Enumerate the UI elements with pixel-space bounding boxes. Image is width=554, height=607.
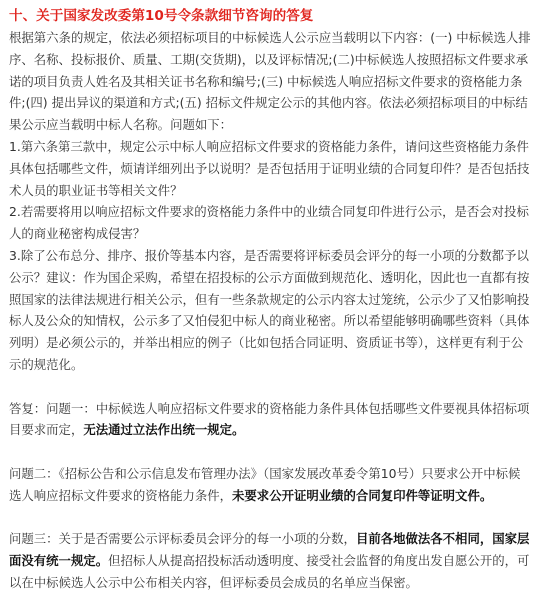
question-line: 1.第六条第三款中，规定公示中标人响应招标文件要求的资格能力条件，请问这些资格能力条件	[9, 138, 529, 154]
answer-two-paragraph	[9, 463, 544, 507]
question-line: 人的商业秘密构成侵害？	[9, 226, 146, 242]
answer-one-text: 目要求而定，	[9, 422, 84, 438]
answer-three-paragraph	[9, 528, 544, 593]
intro-line: 件;(四) 提出异议的渠道和方式;(五) 招标文件规定公示的其他内容。依法必须招标项目的中标结	[9, 95, 528, 111]
question-line: 具体包括哪些文件，烦请详细列出予以说明？是否包括用于证明业绩的合同复印件？是否包括技	[9, 160, 530, 176]
answer-two-text: 选人响应招标文件要求的资格能力条件，	[9, 487, 233, 503]
answer-three-line	[9, 550, 544, 572]
answer-three-text: 问题三：关于是否需要公示评标委员会评分的每一小项的分数，	[9, 531, 356, 547]
answer-three-line	[9, 528, 544, 550]
answer-three-emphasis: 面没有统一规定。	[9, 553, 109, 569]
answer-two-line: 问题二：《招标公告和公示信息发布管理办法》（国家发展改革委令第10号）只要求公开中标候	[9, 465, 521, 481]
intro-line: 根据第六条的规定，依法必须招标项目的中标候选人公示应当载明以下内容：(一) 中标候选人排	[9, 30, 531, 45]
answer-three-emphasis: 目前各地做法各不相同，国家层	[355, 531, 530, 547]
question-line: 2.若需要将用以响应招标文件要求的资格能力条件中的业绩合同复印件进行公示，是否会对投标	[9, 204, 529, 220]
question-line: 示的规范化。	[9, 356, 84, 372]
question-line: 照国家的法律法规进行相关公示，但有一些条款规定的公示内容太过笼统，公示少了又怕影响投	[9, 291, 530, 307]
answer-one-line: 答复：问题一：中标候选人响应招标文件要求的资格能力条件具体包括哪些文件要视具体招标项	[9, 400, 530, 416]
answer-one-paragraph	[9, 398, 544, 442]
intro-line: 序、名称、投标报价、质量、工期(交货期)，以及评标情况;(二)中标候选人按照招标文件要求承	[9, 51, 529, 67]
answer-three-text: 但招标人从提高招投标活动透明度、接受社会监督的角度出发自愿公开的，可	[108, 553, 530, 569]
answer-two-line	[9, 485, 544, 507]
answer-three-line: 以在中标候选人公示中公布相关内容，但评标委员会成员的名单应当保密。	[9, 574, 418, 590]
question-line: 标人及公众的知情权，公示多了又怕侵犯中标人的商业秘密。所以希望能够明确哪些资料（具体	[9, 313, 530, 329]
paragraph-gap	[9, 376, 544, 398]
questions-paragraph	[9, 136, 544, 376]
intro-line: 诺的项目负责人姓名及其相关证书名称和编号;(三) 中标候选人响应招标文件要求的资格能力条	[9, 73, 523, 89]
intro-paragraph	[9, 27, 544, 136]
answer-two-emphasis: 未要求公开证明业绩的合同复印件等证明文件。	[232, 487, 493, 503]
section-title: 十、关于国家发改委第10号令条款细节咨询的答复	[9, 8, 314, 24]
paragraph-gap	[9, 441, 544, 463]
question-line: 公示？建议：作为国企采购，希望在招投标的公示方面做到规范化、透明化，因此也一直都有按	[9, 269, 530, 285]
intro-line: 果公示应当载明中标人名称。问题如下：	[9, 117, 233, 133]
question-line: 列明）是必须公示的，并举出相应的例子（比如包括合同证明、资质证书等），这样更有利于公	[9, 335, 524, 351]
answer-one-line	[9, 419, 544, 441]
question-line: 术人员的职业证书等相关文件？	[9, 182, 183, 198]
answer-one-emphasis: 无法通过立法作出统一规定。	[83, 422, 245, 438]
paragraph-gap	[9, 507, 544, 529]
question-line: 3.除了公布总分、排序、报价等基本内容，是否需要将评标委员会评分的每一小项的分数都予以	[9, 247, 529, 263]
